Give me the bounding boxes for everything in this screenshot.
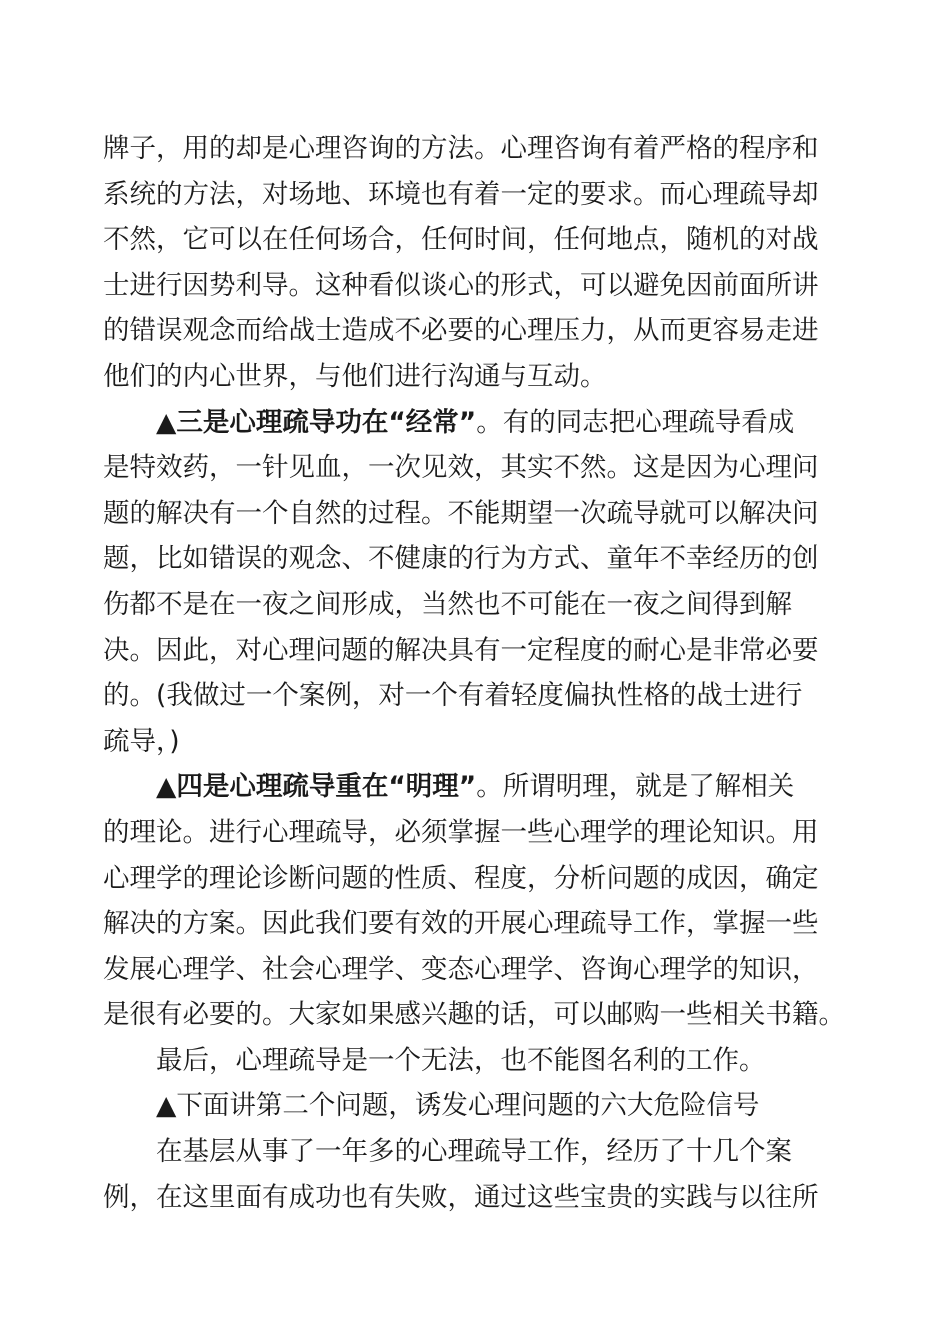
text-line: 的理论。进行心理疏导，必须掌握一些心理学的理论知识。用 [103, 816, 819, 848]
text-line: 伤都不是在一夜之间形成，当然也不可能在一夜之间得到解 [103, 588, 792, 620]
text-line: 题，比如错误的观念、不健康的行为方式、童年不幸经历的创 [103, 543, 819, 575]
text-line: 不然，它可以在任何场合，任何时间，任何地点，随机的对战 [103, 224, 819, 256]
paragraph-heading-line [103, 764, 795, 810]
text-line: 士进行因势利导。这种看似谈心的形式，可以避免因前面所讲 [103, 269, 819, 301]
paragraph-3 [103, 764, 845, 1038]
text-line: 是很有必要的。大家如果感兴趣的话，可以邮购一些相关书籍。 [103, 999, 845, 1031]
text-line: 疏导，) [103, 725, 180, 757]
text-line: 他们的内心世界，与他们进行沟通与互动。 [103, 360, 607, 392]
text-line: 心理学的理论诊断问题的性质、程度，分析问题的成因，确定 [103, 862, 819, 894]
section-heading: ▲下面讲第二个问题，诱发心理问题的六大危险信号 [156, 1090, 760, 1122]
text-line: 的。(我做过一个案例，对一个有着轻度偏执性格的战士进行 [103, 680, 803, 712]
text-line: 题的解决有一个自然的过程。不能期望一次疏导就可以解决问 [103, 497, 819, 529]
paragraph-heading-line [103, 400, 795, 446]
text-line: 的错误观念而给战士造成不必要的心理压力，从而更容易走进 [103, 315, 819, 347]
section-heading: ▲四是心理疏导重在“明理” [156, 771, 477, 803]
text-line: 发展心理学、社会心理学、变态心理学、咨询心理学的知识， [103, 953, 819, 985]
text-line: 牌子，用的却是心理咨询的方法。心理咨询有着严格的程序和 [103, 133, 819, 164]
section-heading: ▲三是心理疏导功在“经常” [156, 406, 477, 438]
paragraph-1 [103, 126, 819, 400]
document-body [103, 126, 845, 1220]
paragraph-4 [103, 1038, 790, 1084]
heading-line-text: 。所谓明理，就是了解相关 [476, 771, 795, 803]
text-line: 决。因此，对心理问题的解决具有一定程度的耐心是非常必要 [103, 634, 819, 666]
paragraph-5 [103, 1083, 790, 1129]
paragraph-6 [103, 1129, 819, 1220]
paragraph-2 [103, 400, 819, 765]
text-line: 例，在这里面有成功也有失败，通过这些宝贵的实践与以往所 [103, 1181, 819, 1213]
text-line: 系统的方法，对场地、环境也有着一定的要求。而心理疏导却 [103, 178, 819, 210]
heading-line-text: 。有的同志把心理疏导看成 [476, 406, 795, 438]
text-line: 解决的方案。因此我们要有效的开展心理疏导工作，掌握一些 [103, 908, 819, 940]
text-line: 是特效药，一针见血，一次见效，其实不然。这是因为心理问 [103, 452, 819, 484]
text-line: 最后，心理疏导是一个无法，也不能图名利的工作。 [156, 1044, 766, 1076]
text-line: 在基层从事了一年多的心理疏导工作，经历了十几个案 [156, 1136, 792, 1168]
